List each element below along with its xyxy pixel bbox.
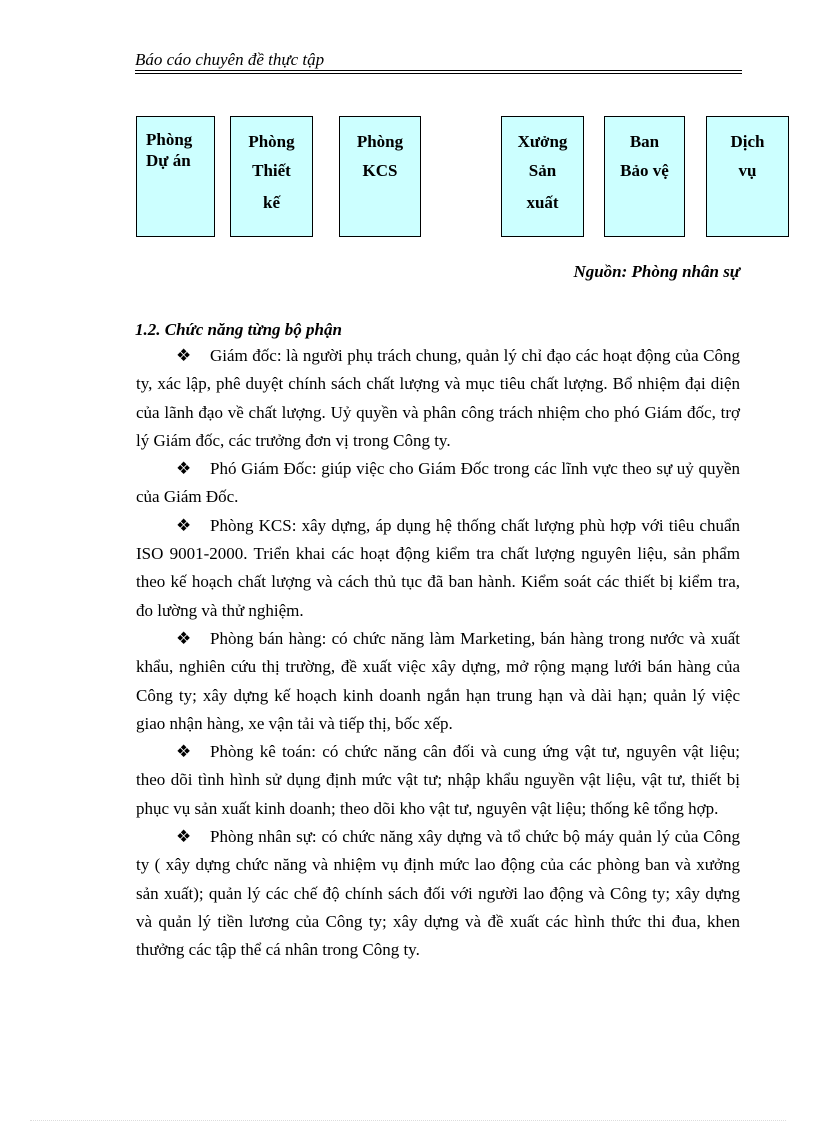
org-box-line: kế [263,193,280,212]
org-box-line: Phòng [248,132,295,151]
org-box-dich-vu [706,116,789,237]
org-box-line: Thiết [252,161,291,180]
paragraph-text: Phó Giám Đốc: giúp việc cho Giám Đốc trong các lĩnh vực theo sự uỷ quyền của Giám Đốc. [136,459,740,507]
org-box-phong-kcs [339,116,421,237]
footer-divider [30,1120,786,1121]
diamond-bullet-icon: ❖ [176,742,192,762]
diamond-bullet-icon: ❖ [176,628,192,648]
org-box-ban-bao-ve [604,116,685,237]
header-rule [135,70,742,71]
section-body [136,342,740,965]
org-box-line: vụ [738,161,757,180]
org-box-line: Dịch [730,132,765,151]
section-title: 1.2. Chức năng từng bộ phận [135,320,342,339]
org-box-line: Xưởng [517,132,568,151]
org-box-line: Phòng [356,132,404,151]
org-box-line: KCS [362,161,398,180]
diamond-bullet-icon: ❖ [176,346,192,365]
org-box-line: Bảo vệ [620,161,669,180]
paragraph-text: Giám đốc: là người phụ trách chung, quản lý chỉ đạo các hoạt động của Công ty, xác lập, phê duyệt chính sách chất lượng và mục tiêu chất lượng. Bổ nhiệm đại diện của lãnh đạo về chất lượng. Uỷ quyền và phân công trách nhiệm cho phó Giám đốc, trợ lý Giám đốc, các trưởng đơn vị trong Công ty. [136,346,740,450]
org-box-line: Dự án [146,151,191,170]
diamond-bullet-icon: ❖ [176,459,192,479]
org-box-line: xuất [526,193,559,212]
org-box-line: Phòng [146,130,193,149]
paragraph-text: Phòng kê toán: có chức năng cân đối và cung ứng vật tư, nguyên vật liệu; theo dõi tình hình sử dụng định mức vật tư; nhập khẩu nguyền vật liệu, vật tư, thiết bị phục vụ sản xuất kinh doanh; theo dõi kho vật tư, nguyên vật liệu; thống kê tổng hợp. [136,742,740,818]
paragraph-text: Phòng nhân sự: có chức năng xây dựng và tổ chức bộ máy quản lý của Công ty ( xây dựng chức năng và nhiệm vụ định mức lao động của các phòng ban và xưởng sản xuất); quản lý các chế độ chính sách đối với người lao động và Công ty; xây dựng và quản lý tiền lương của Công ty; xây dựng và đề xuất các hình thức thi đua, khen thưởng các tập thể cá nhân trong Công ty. [136,827,740,960]
paragraph [136,738,740,823]
paragraph [136,512,740,625]
diamond-bullet-icon: ❖ [176,515,192,535]
paragraph [136,823,740,964]
source-note: Nguồn: Phòng nhân sự [573,262,740,281]
org-box-xuong-san-xuat [501,116,584,237]
paragraph-text: Phòng bán hàng: có chức năng làm Marketing, bán hàng trong nước và xuất khẩu, nghiên cứu thị trường, đề xuất việc xây dựng, mở rộng mạng lưới bán hàng của Công ty; xây dựng kế hoạch kinh doanh ngắn hạn trung hạn và dài hạn; quản lý việc giao nhận hàng, xe vận tải và tiếp thị, bốc xếp. [136,628,740,733]
org-box-phong-du-an [136,116,215,237]
page-header [135,50,742,74]
header-rule-double [135,73,742,74]
paragraph [136,342,740,455]
paragraph-text: Phòng KCS: xây dựng, áp dụng hệ thống chất lượng phù hợp với tiêu chuẩn ISO 9001-2000. Triển khai các hoạt động kiểm tra chất lượng nguyên liệu, sản phẩm theo kế hoạch chất lượng và cách thủ tục đã ban hành. Kiểm soát các thiết bị kiểm tra, đo lường và thử nghiệm. [136,515,740,620]
org-box-line: Ban [629,132,660,151]
org-box-phong-thiet-ke [230,116,313,237]
paragraph [136,455,740,512]
diamond-bullet-icon: ❖ [176,827,192,847]
paragraph [136,625,740,738]
org-box-line: Sản [528,161,557,180]
header-title: Báo cáo chuyên đề thực tập [135,50,325,69]
